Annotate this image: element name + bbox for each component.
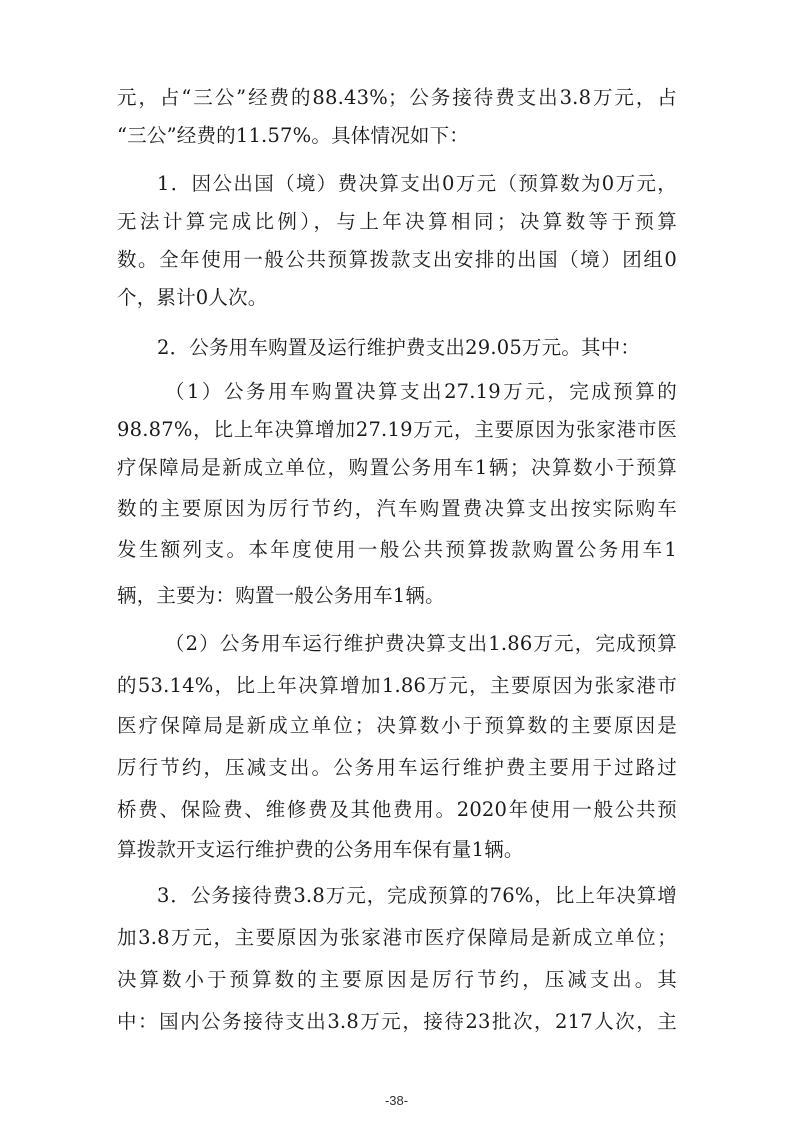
paragraph-line: 决算数小于预算数的主要原因是厉行节约，压减支出。其 [117, 968, 677, 991]
paragraph-line: 加3.8万元，主要原因为张家港市医疗保障局是新成立单位； [117, 926, 677, 949]
paragraph-line: 个，累计0人次。 [117, 286, 268, 309]
paragraph-line: “三公”经费的11.57%。具体情况如下： [117, 124, 469, 147]
paragraph-line: 算拨款开支运行维护费的公务用车保有量1辆。 [117, 838, 524, 861]
paragraph-line: 的53.14%，比上年决算增加1.86万元，主要原因为张家港市 [117, 674, 677, 697]
paragraph-line: 辆，主要为：购置一般公务用车1辆。 [117, 584, 445, 607]
paragraph-line: 医疗保障局是新成立单位；决算数小于预算数的主要原因是 [117, 714, 677, 737]
paragraph-line: 1．因公出国（境）费决算支出0万元（预算数为0万元， [157, 172, 677, 195]
paragraph-line: 无法计算完成比例），与上年决算相同；决算数等于预算 [117, 210, 677, 233]
paragraph-line: 桥费、保险费、维修费及其他费用。2020年使用一般公共预 [117, 798, 677, 821]
paragraph-line: 2．公务用车购置及运行维护费支出29.05万元。其中： [157, 336, 641, 359]
page-number: -38- [384, 1093, 409, 1108]
paragraph-line: 98.87%，比上年决算增加27.19万元，主要原因为张家港市医 [117, 418, 677, 441]
paragraph-line: 厉行节约，压减支出。公务用车运行维护费主要用于过路过 [117, 756, 677, 779]
paragraph-line: 数。全年使用一般公共预算拨款支出安排的出国（境）团组0 [117, 248, 677, 271]
paragraph-line: 发生额列支。本年度使用一般公共预算拨款购置公务用车1 [117, 538, 677, 561]
paragraph-line: 数的主要原因为厉行节约，汽车购置费决算支出按实际购车 [117, 497, 677, 520]
paragraph-line: （1）公务用车购置决算支出27.19万元，完成预算的 [165, 380, 677, 403]
paragraph-line: （2）公务用车运行维护费决算支出1.86万元，完成预算 [165, 632, 677, 655]
paragraph-line: 疗保障局是新成立单位，购置公务用车1辆；决算数小于预算 [117, 456, 677, 479]
paragraph-line: 3．公务接待费3.8万元，完成预算的76%，比上年决算增 [157, 884, 677, 907]
paragraph-line: 中：国内公务接待支出3.8万元，接待23批次，217人次，主 [117, 1010, 677, 1033]
paragraph-line: 元，占“三公”经费的88.43%；公务接待费支出3.8万元，占 [117, 86, 677, 109]
